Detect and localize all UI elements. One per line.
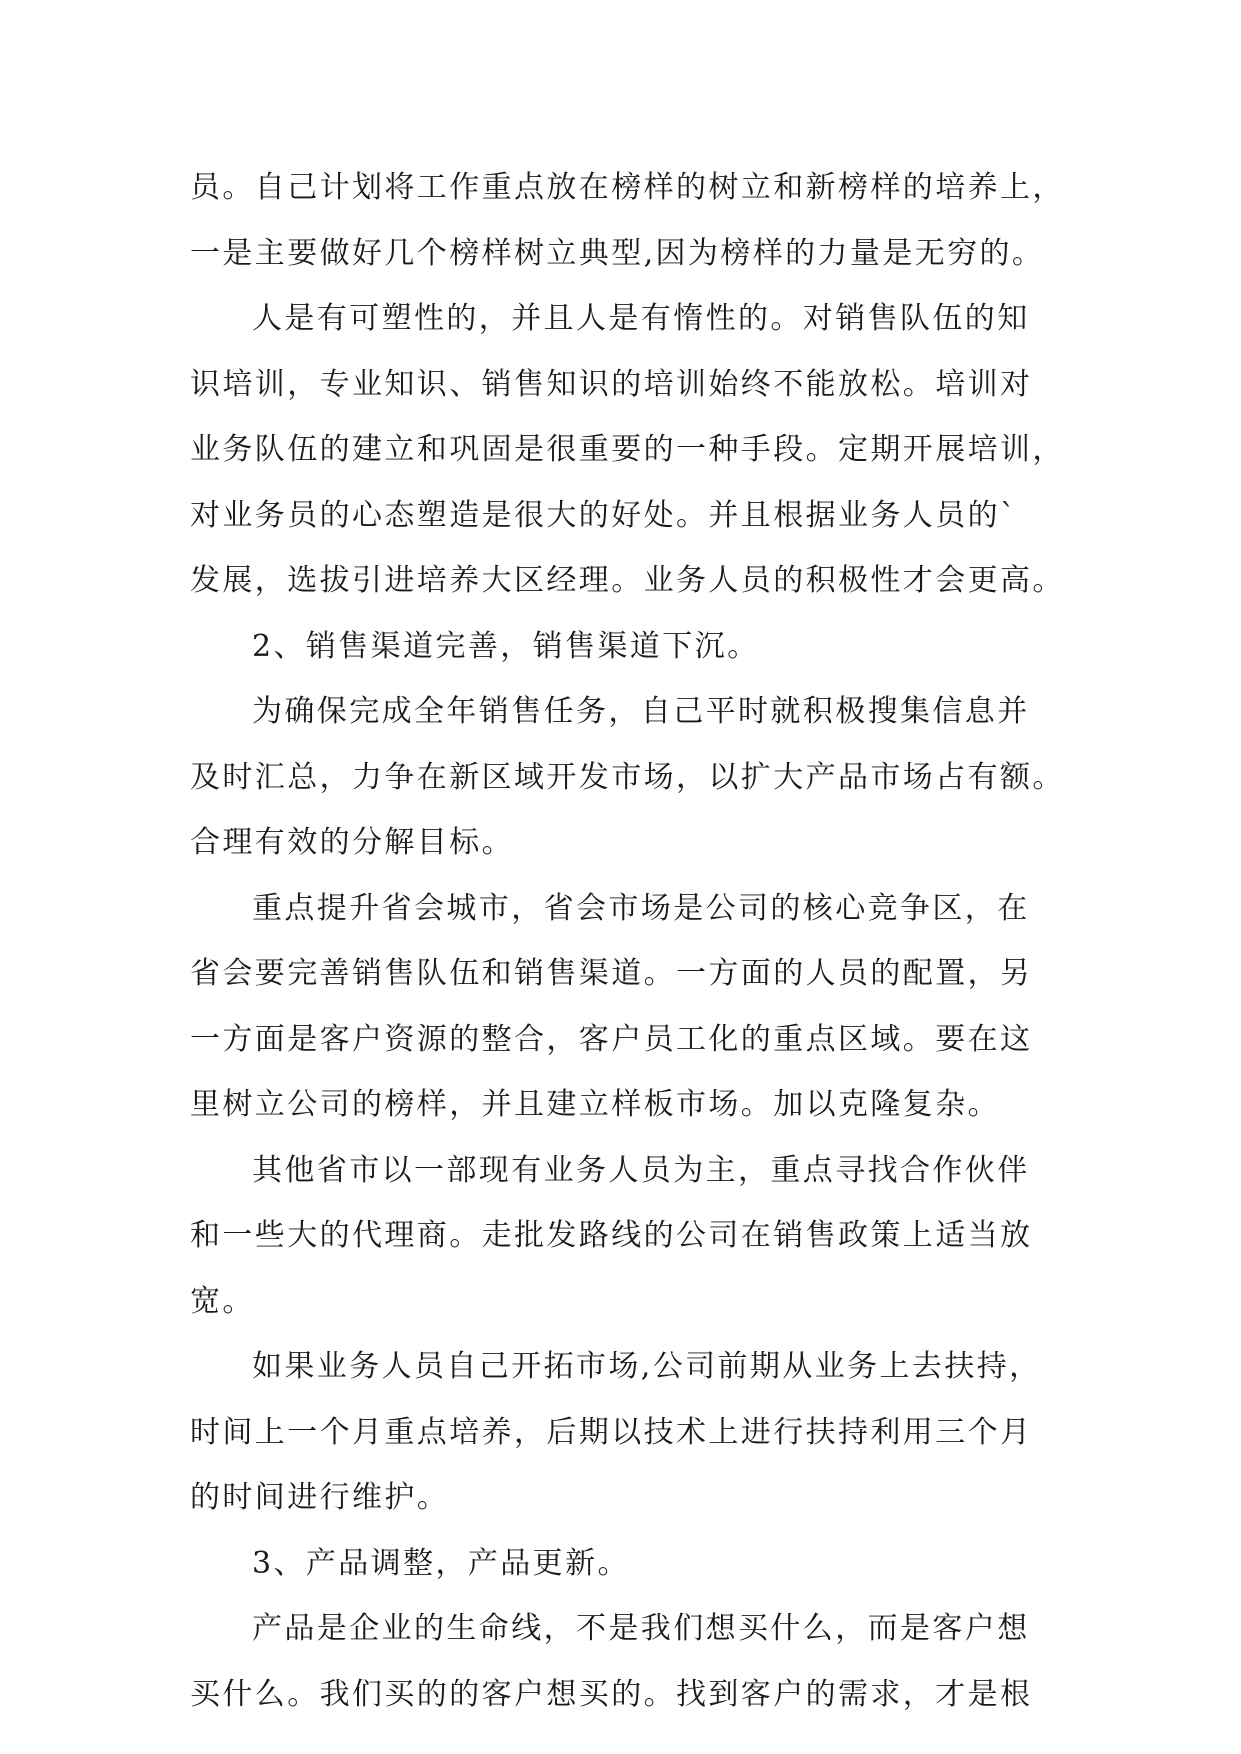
- paragraph-start-line: 其他省市以一部现有业务人员为主，重点寻找合作伙伴: [252, 1152, 1030, 1188]
- paragraph-start-line: 为确保完成全年销售任务，自己平时就积极搜集信息并: [252, 694, 1030, 729]
- text-line: 时间上一个月重点培养，后期以技术上进行扶持利用三个月: [190, 1414, 1033, 1450]
- text-line: 宽。: [190, 1283, 255, 1319]
- paragraph-start-line: 重点提升省会城市，省会市场是公司的核心竞争区，在: [252, 890, 1030, 926]
- paragraph-start-line: 人是有可塑性的，并且人是有惰性的。对销售队伍的知: [252, 301, 1030, 336]
- text-line: 省会要完善销售队伍和销售渠道。一方面的人员的配置，另: [190, 956, 1033, 991]
- text-line: 业务队伍的建立和巩固是很重要的一种手段。定期开展培训，: [190, 432, 1065, 467]
- text-line: 的时间进行维护。: [190, 1480, 450, 1515]
- document-body: [190, 155, 1065, 1727]
- text-line: 对业务员的心态塑造是很大的好处。并且根据业务人员的`: [190, 497, 1018, 533]
- text-line: 和一些大的代理商。走批发路线的公司在销售政策上适当放: [190, 1218, 1033, 1253]
- text-line: 一是主要做好几个榜样树立典型,因为榜样的力量是无穷的。: [190, 235, 1045, 271]
- text-line: 买什么。我们买的的客户想买的。找到客户的需求，才是根: [190, 1676, 1033, 1712]
- text-line: 及时汇总，力争在新区域开发市场，以扩大产品市场占有额。: [190, 759, 1065, 795]
- text-line: 里树立公司的榜样，并且建立样板市场。加以克隆复杂。: [190, 1087, 1000, 1122]
- paragraph-start-line: 产品是企业的生命线，不是我们想买什么，而是客户想: [252, 1611, 1030, 1646]
- text-line: 识培训，专业知识、销售知识的培训始终不能放松。培训对: [190, 366, 1033, 402]
- text-line: 发展，选拔引进培养大区经理。业务人员的积极性才会更高。: [190, 563, 1065, 598]
- section-heading: 3、产品调整，产品更新。: [252, 1545, 630, 1581]
- text-line: 合理有效的分解目标。: [190, 825, 514, 860]
- text-line: 一方面是客户资源的整合，客户员工化的重点区域。要在这: [190, 1021, 1033, 1057]
- text-line: 员。自己计划将工作重点放在榜样的树立和新榜样的培养上，: [190, 170, 1065, 205]
- section-heading: 2、销售渠道完善，销售渠道下沉。: [252, 628, 760, 664]
- paragraph-start-line: 如果业务人员自己开拓市场,公司前期从业务上去扶持，: [252, 1349, 1042, 1384]
